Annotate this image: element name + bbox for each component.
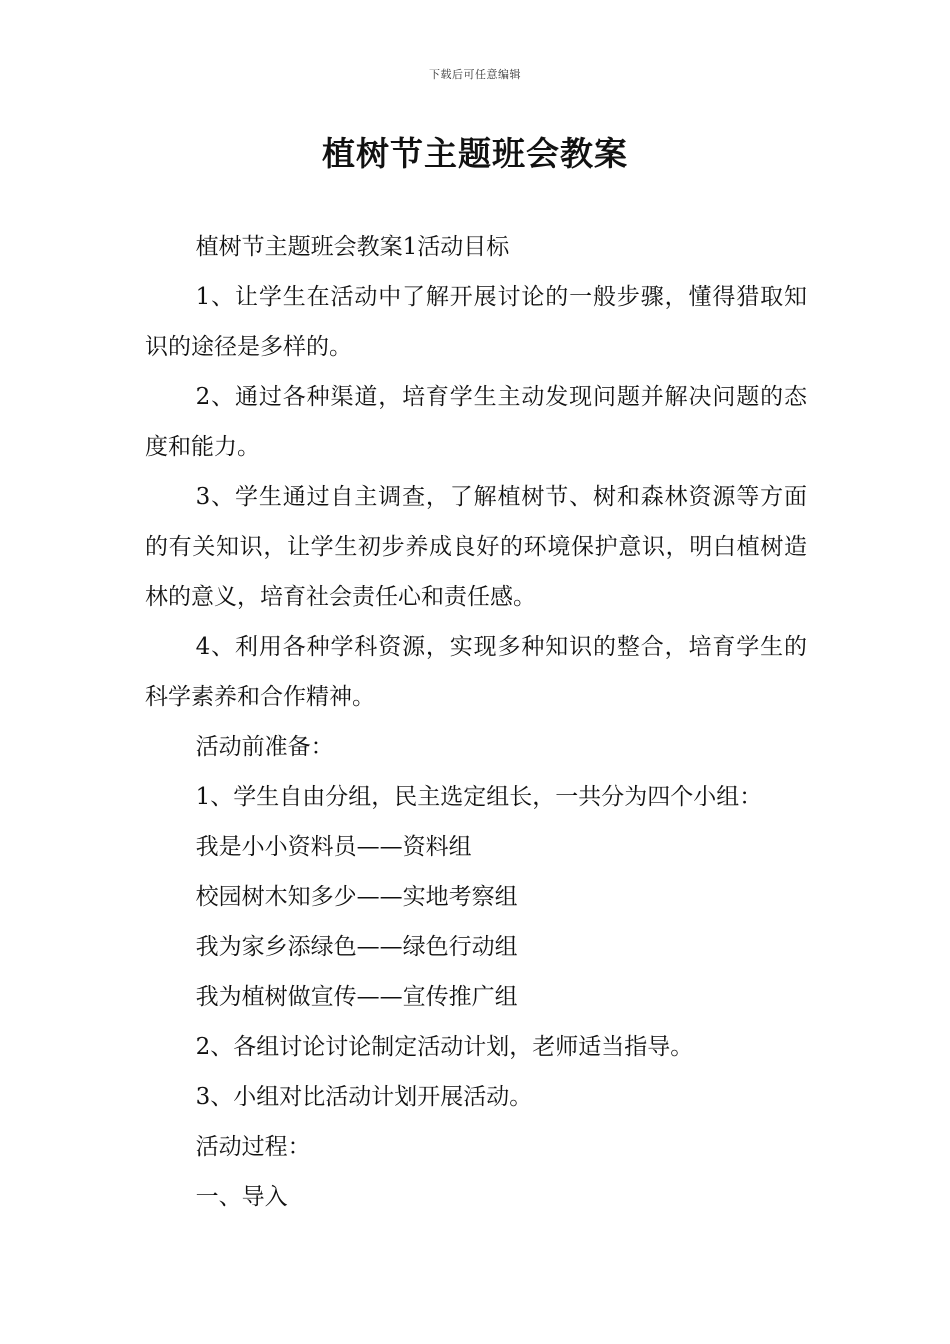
paragraph-group-data: 我是小小资料员——资料组 [195,834,472,860]
paragraph-group-promotion: 我为植树做宣传——宣传推广组 [195,984,518,1010]
paragraph-introduction: 一、导入 [195,1184,288,1210]
paragraph-process-heading: 活动过程： [195,1134,311,1160]
paragraph-preparation-heading: 活动前准备： [195,734,334,760]
header-note: 下载后可任意编辑 [429,68,521,81]
paragraph-preparation-3: 3、小组对比活动计划开展活动。 [195,1084,533,1110]
document-title: 植树节主题班会教案 [322,134,628,173]
paragraph-group-survey: 校园树木知多少——实地考察组 [195,884,518,910]
paragraph-group-green: 我为家乡添绿色——绿色行动组 [195,934,518,960]
paragraph-objective-2: 2、通过各种渠道，培育学生主动发现问题并解决问题的态度和能力。 [145,384,807,460]
paragraph-objective-4: 4、利用各种学科资源，实现多种知识的整合，培育学生的科学素养和合作精神。 [145,634,807,710]
paragraph-preparation-1: 1、学生自由分组，民主选定组长，一共分为四个小组： [195,784,763,810]
paragraph-objective-3: 3、学生通过自主调查，了解植树节、树和森林资源等方面的有关知识，让学生初步养成良好的环境保护意识，明白植树造林的意义，培育社会责任心和责任感。 [145,484,807,610]
paragraph-preparation-2: 2、各组讨论讨论制定活动计划，老师适当指导。 [195,1034,694,1060]
document-body [145,222,807,1222]
paragraph-objective-1: 1、让学生在活动中了解开展讨论的一般步骤，懂得猎取知识的途径是多样的。 [145,284,807,360]
paragraph-objectives-heading: 植树节主题班会教案1活动目标 [195,234,510,260]
